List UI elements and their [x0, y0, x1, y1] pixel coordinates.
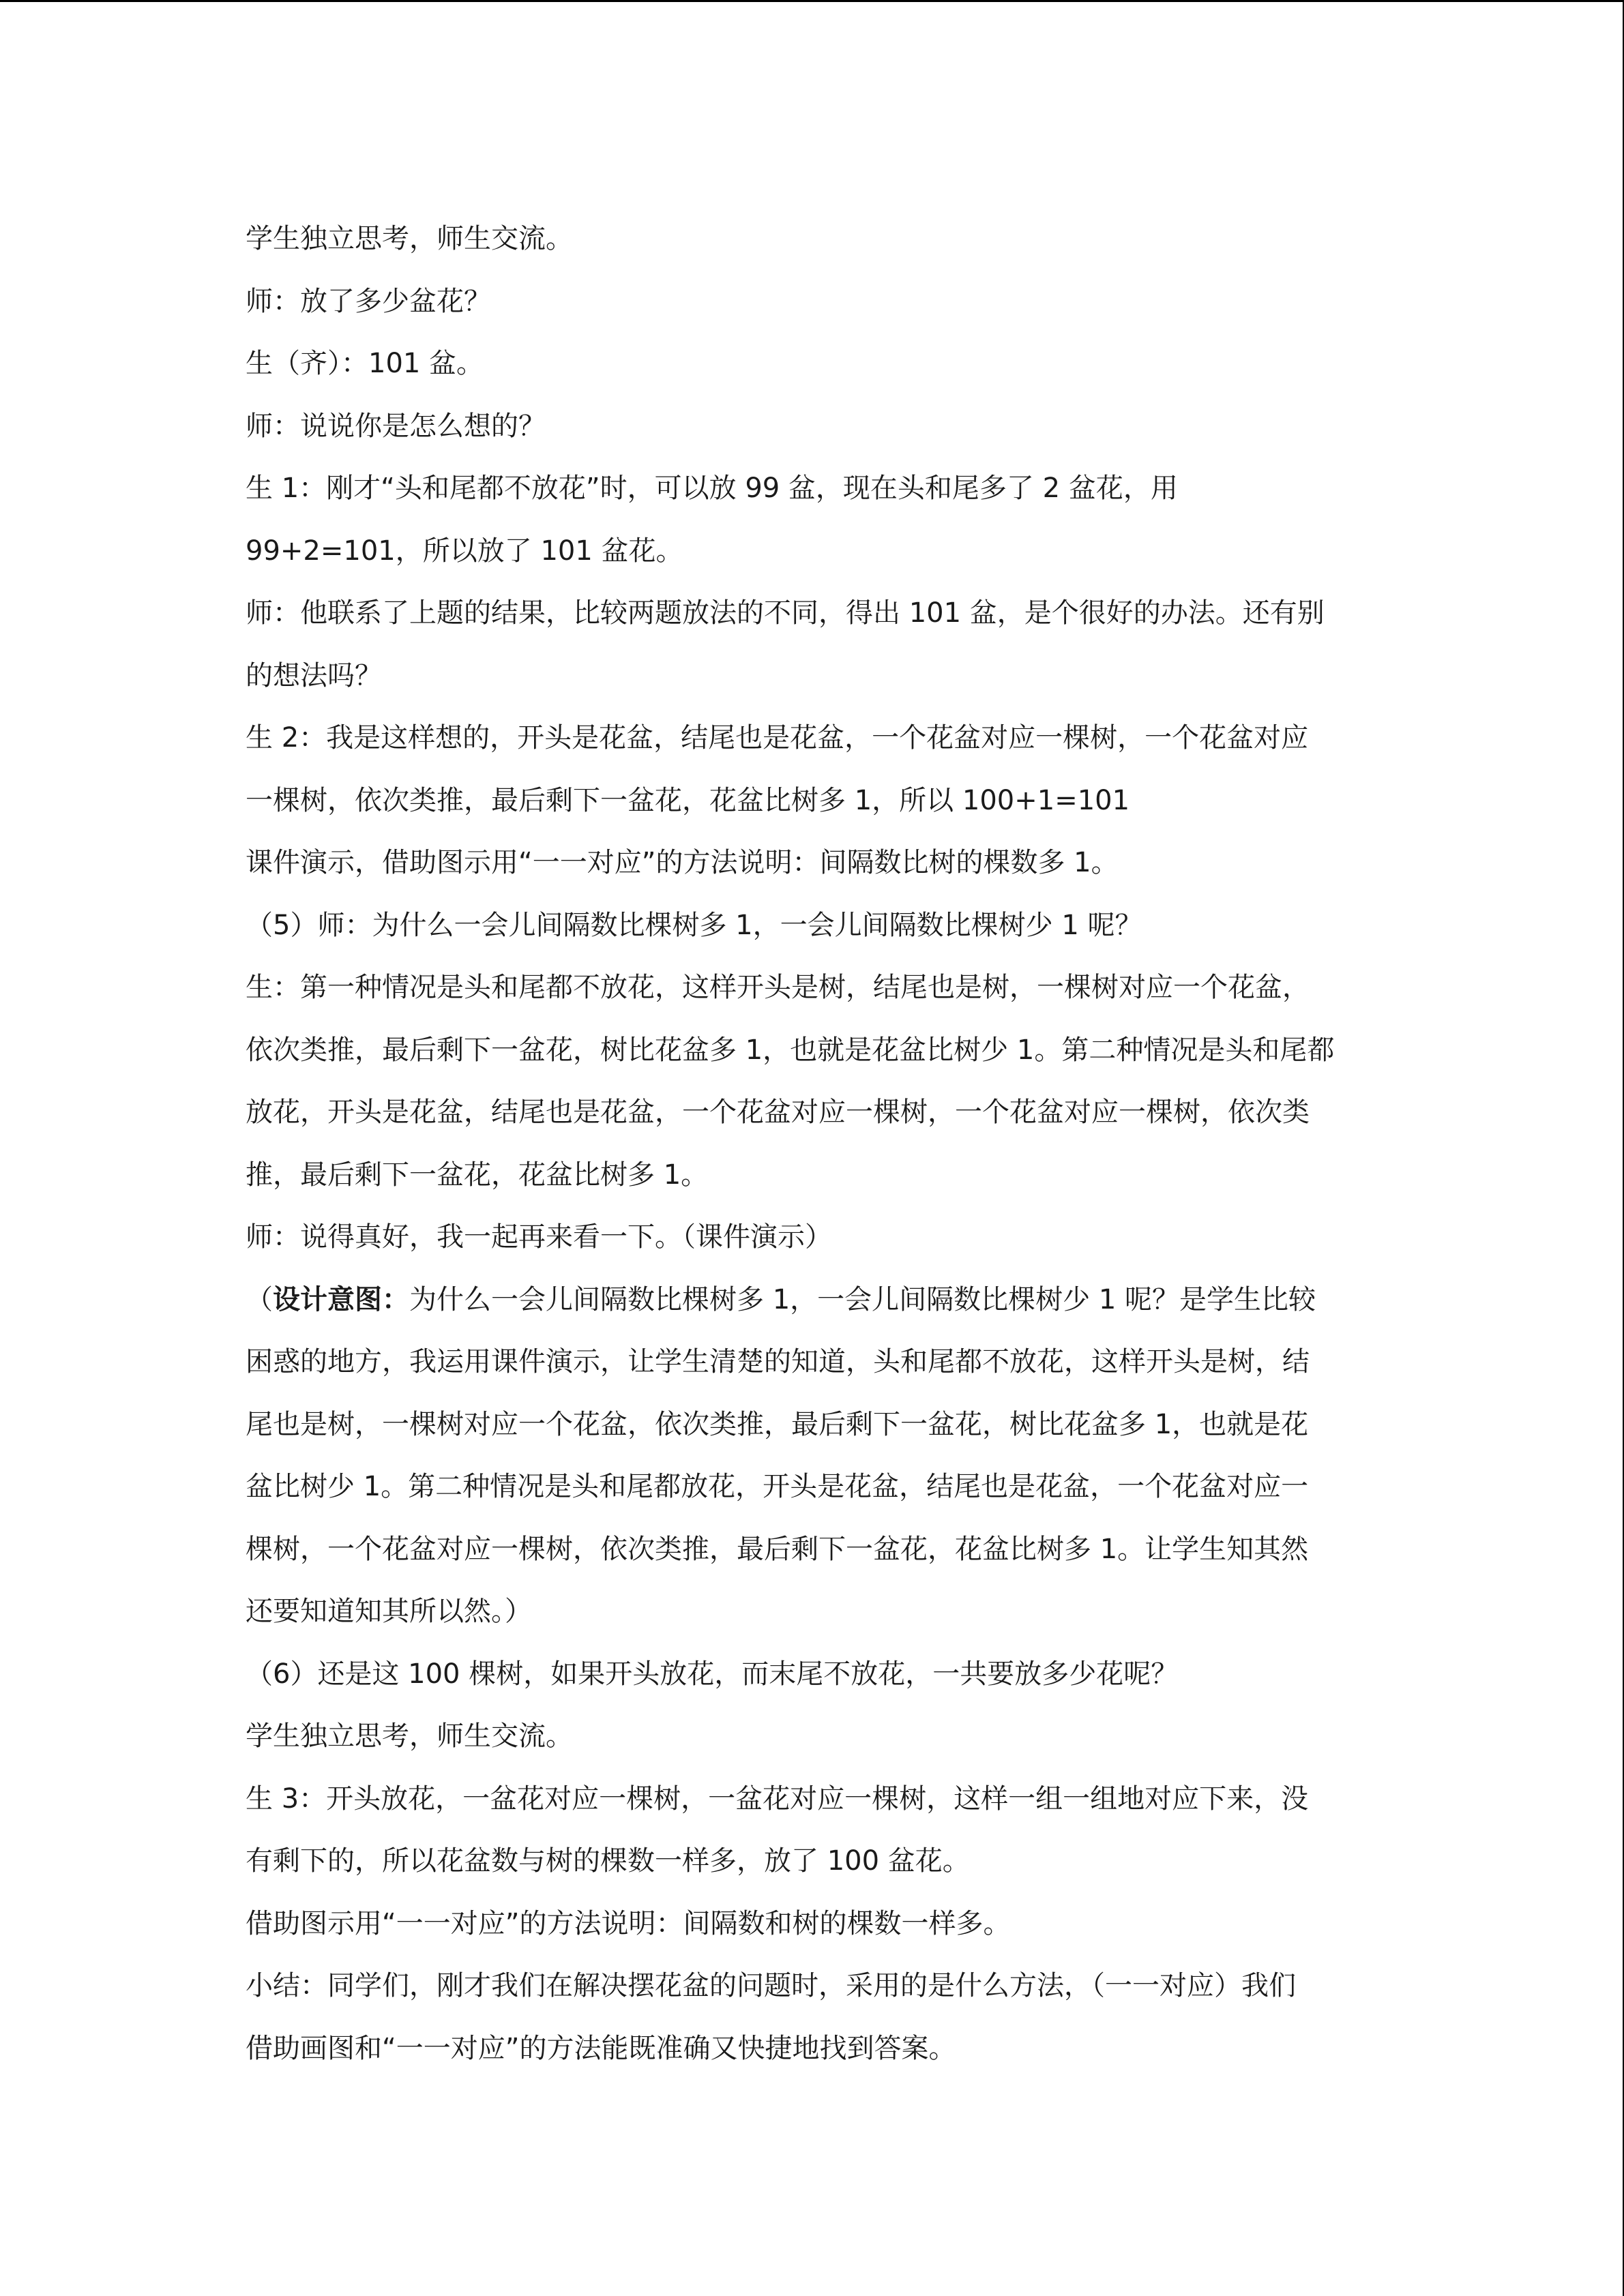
- text-line: 生 2：我是这样想的，开头是花盆，结尾也是花盆，一个花盆对应一棵树，一个花盆对应: [246, 722, 1309, 754]
- text-line: 师：放了多少盆花？: [246, 285, 491, 317]
- design-intent-open-paren: （: [246, 1283, 273, 1315]
- text-line: （6）还是这 100 棵树，如果开头放花，而末尾不放花，一共要放多少花呢？: [246, 1658, 1179, 1690]
- document-body: [246, 208, 1378, 2080]
- page-top-border: [0, 0, 1624, 2]
- text-line: 生：第一种情况是头和尾都不放花，这样开头是树，结尾也是树，一棵树对应一个花盆，: [246, 972, 1310, 1003]
- design-intent-label: 设计意图：: [273, 1283, 409, 1315]
- design-intent-line: 还要知道知其所以然。）: [246, 1596, 532, 1627]
- text-line: 学生独立思考，师生交流。: [246, 1720, 573, 1752]
- text-line: 师：他联系了上题的结果，比较两题放法的不同，得出 101 盆，是个很好的办法。还有别: [246, 597, 1325, 629]
- text-line: 推，最后剩下一盆花，花盆比树多 1。: [246, 1159, 709, 1191]
- design-intent-line: 棵树，一个花盆对应一棵树，依次类推，最后剩下一盆花，花盆比树多 1。让学生知其然: [246, 1533, 1309, 1565]
- text-line: 一棵树，依次类推，最后剩下一盆花，花盆比树多 1，所以 100+1=101: [246, 784, 1130, 816]
- design-intent-line: 盆比树少 1。第二种情况是头和尾都放花，开头是花盆，结尾也是花盆，一个花盆对应一: [246, 1471, 1309, 1502]
- design-intent-text: 为什么一会儿间隔数比棵树多 1，一会儿间隔数比棵树少 1 呢？是学生比较: [409, 1283, 1316, 1315]
- text-line: 生 1：刚才“头和尾都不放花”时，可以放 99 盆，现在头和尾多了 2 盆花，用: [246, 473, 1178, 504]
- text-line: 依次类推，最后剩下一盆花，树比花盆多 1，也就是花盆比树少 1。第二种情况是头和尾都: [246, 1034, 1335, 1066]
- text-line: 师：说得真好，我一起再来看一下。（课件演示）: [246, 1221, 832, 1253]
- text-line: 的想法吗？: [246, 659, 382, 691]
- text-line: 学生独立思考，师生交流。: [246, 223, 573, 254]
- text-line: 小结：同学们，刚才我们在解决摆花盆的问题时，采用的是什么方法，（一一对应）我们: [246, 1970, 1296, 2001]
- text-line: （5）师：为什么一会儿间隔数比棵树多 1，一会儿间隔数比棵树少 1 呢？: [246, 909, 1142, 941]
- design-intent-first-line: [246, 1269, 1378, 1332]
- text-line: 课件演示，借助图示用“一一对应”的方法说明：间隔数比树的棵数多 1。: [246, 847, 1119, 878]
- text-line: 师：说说你是怎么想的？: [246, 410, 546, 442]
- design-intent-line: 困惑的地方，我运用课件演示，让学生清楚的知道，头和尾都不放花，这样开头是树，结: [246, 1346, 1310, 1377]
- text-line: 99+2=101，所以放了 101 盆花。: [246, 535, 683, 567]
- text-line: 生（齐）：101 盆。: [246, 348, 484, 379]
- text-line: 借助图示用“一一对应”的方法说明：间隔数和树的棵数一样多。: [246, 1907, 1011, 1939]
- text-line: 放花，开头是花盆，结尾也是花盆，一个花盆对应一棵树，一个花盆对应一棵树，依次类: [246, 1097, 1310, 1128]
- text-line: 有剩下的，所以花盆数与树的棵数一样多，放了 100 盆花。: [246, 1845, 970, 1877]
- text-line: 生 3：开头放花，一盆花对应一棵树，一盆花对应一棵树，这样一组一组地对应下来，没: [246, 1783, 1309, 1815]
- design-intent-line: 尾也是树，一棵树对应一个花盆，依次类推，最后剩下一盆花，树比花盆多 1，也就是花: [246, 1408, 1309, 1440]
- text-line: 借助画图和“一一对应”的方法能既准确又快捷地找到答案。: [246, 2032, 956, 2064]
